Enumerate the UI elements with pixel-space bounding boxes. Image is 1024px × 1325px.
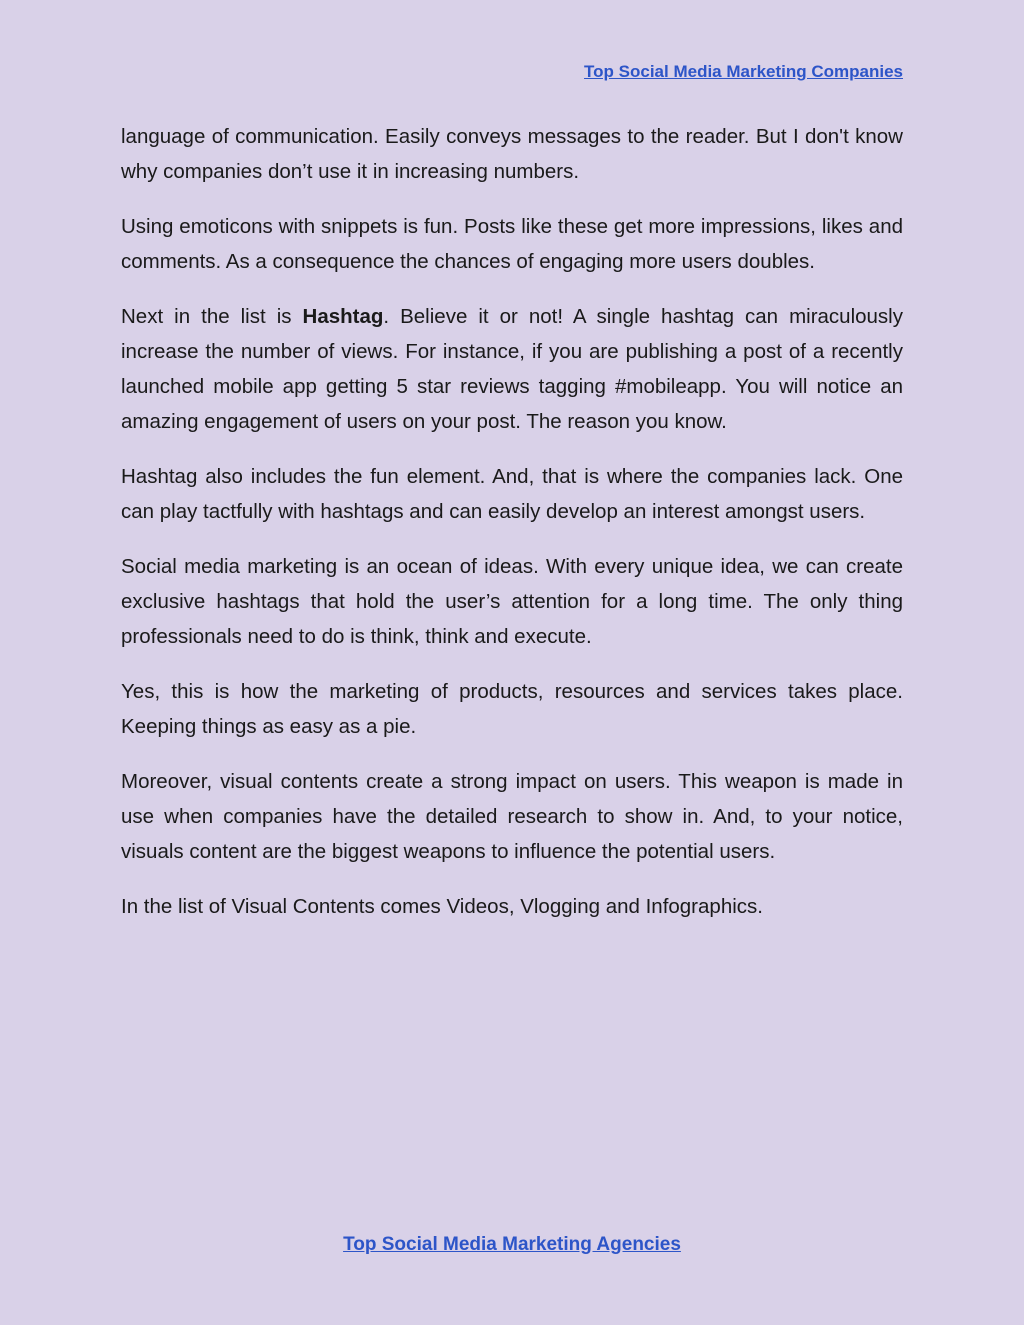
paragraph-3-start: Next in the list is (121, 305, 303, 328)
hashtag-keyword: Hashtag (302, 305, 384, 328)
footer (0, 1234, 1024, 1256)
paragraph-3 (121, 299, 903, 439)
paragraph-8: In the list of Visual Contents comes Videos, Vlogging and Infographics. (121, 895, 763, 918)
paragraph-2: Using emoticons with snippets is fun. Posts like these get more impressions, likes and comments. As a consequence the chances of engaging more users doubles. (121, 215, 903, 273)
document-body (121, 119, 903, 944)
header-link[interactable]: Top Social Media Marketing Companies (584, 62, 903, 81)
paragraph-4: Hashtag also includes the fun element. And, that is where the companies lack. One can play tactfully with hashtags and can easily develop an interest amongst users. (121, 465, 903, 523)
paragraph-5: Social media marketing is an ocean of ideas. With every unique idea, we can create exclusive hashtags that hold the user’s attention for a long time. The only thing professionals need to do is think, think and execute. (121, 555, 903, 648)
paragraph-7: Moreover, visual contents create a strong impact on users. This weapon is made in use when companies have the detailed research to show in. And, to your notice, visuals content are the biggest weapons to influence the potential users. (121, 770, 903, 863)
footer-link[interactable]: Top Social Media Marketing Agencies (343, 1234, 681, 1255)
paragraph-6: Yes, this is how the marketing of products, resources and services takes place. Keeping things as easy as a pie. (121, 680, 903, 738)
paragraph-3-rest: . Believe it or not! A single hashtag can miraculously increase the number of views. For instance, if you are publishing a post of a recently launched mobile app getting 5 star reviews tagging #mobileapp. You will notice an amazing engagement of users on your post. The reason you know. (121, 305, 903, 433)
paragraph-1: language of communication. Easily conveys messages to the reader. But I don't know why companies don’t use it in increasing numbers. (121, 125, 903, 183)
